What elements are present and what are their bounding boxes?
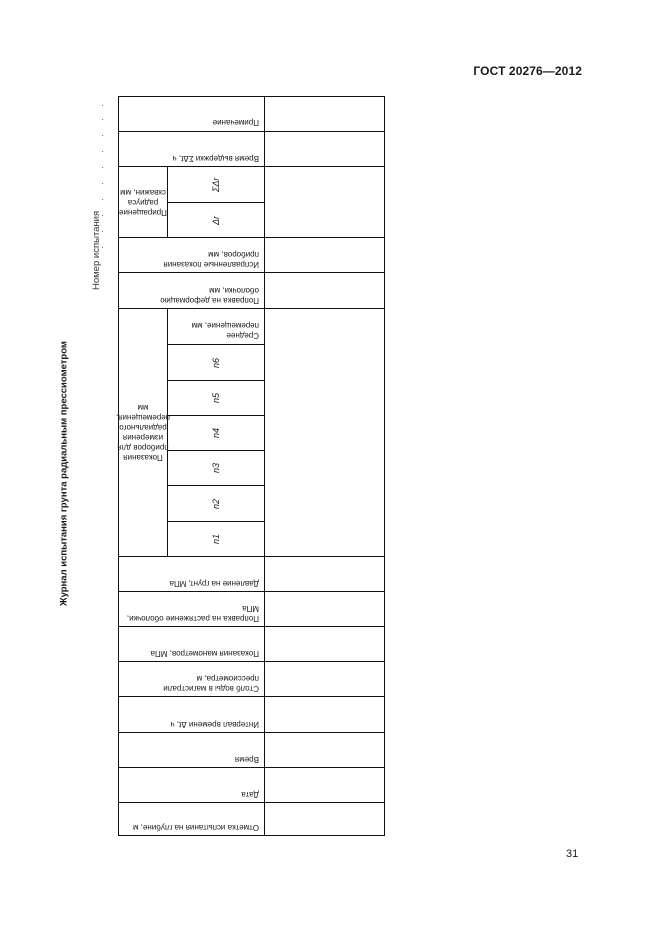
sub-cell-n6 xyxy=(168,344,265,380)
row-test-depth xyxy=(119,802,384,836)
sub-cell-n1 xyxy=(168,521,265,556)
header-label: Поправка на деформацию оболочки, мм xyxy=(160,286,259,305)
sub-cell-average-displacement xyxy=(168,309,265,344)
test-number-fill-line xyxy=(100,95,106,290)
sub-label: n1 xyxy=(211,534,221,545)
header-label: Время xyxy=(234,755,259,764)
standard-header: ГОСТ 20276—2012 xyxy=(473,64,582,78)
header-label: Исправленные показания приборов, мм xyxy=(163,250,259,269)
row-manometer-readings xyxy=(119,626,384,662)
header-cell xyxy=(119,132,265,167)
header-label: Поправка на растяжение оболочки, МПа xyxy=(126,604,259,623)
sub-label: n2 xyxy=(211,498,221,509)
header-label: Столб воды в магистрали прессиометра, м xyxy=(163,674,259,693)
header-label: Отметка испытания на глубине, м xyxy=(132,823,259,832)
row-deformation-correction xyxy=(119,272,384,309)
header-cell xyxy=(119,627,265,662)
row-time-interval xyxy=(119,696,384,733)
sub-cell-sum-dr xyxy=(168,167,265,202)
sub-label: n5 xyxy=(211,393,221,404)
group-header-label: Показания приборов для измерения радиального перемещения, мм xyxy=(115,403,170,463)
header-cell xyxy=(119,697,265,733)
sub-cell-n4 xyxy=(168,415,265,450)
sub-label: n4 xyxy=(211,428,221,439)
page-number: 31 xyxy=(566,848,579,860)
sub-label: Среднее перемещение, мм xyxy=(191,321,259,340)
header-label: Время выдержки ΣΔt, ч xyxy=(172,154,259,163)
header-cell xyxy=(119,768,265,803)
sub-label: ΣΔr xyxy=(211,177,221,192)
row-water-column xyxy=(119,661,384,697)
row-time xyxy=(119,732,384,768)
row-soil-pressure xyxy=(119,556,384,592)
sub-label: Δr xyxy=(211,215,221,225)
header-label: Примечание xyxy=(212,118,259,127)
group-header-label: Приращение радиуса скважин, мм xyxy=(119,188,167,217)
sub-label: n3 xyxy=(211,463,221,474)
header-cell xyxy=(119,557,265,592)
journal-title: Журнал испытания грунта радиальным прессиометром xyxy=(58,341,70,606)
sub-cell-n3 xyxy=(168,450,265,485)
row-radius-increment xyxy=(119,166,384,238)
test-number-label: Номер испытания xyxy=(91,210,102,290)
header-label: Дата xyxy=(241,790,259,799)
header-cell xyxy=(119,803,265,836)
header-cell xyxy=(119,592,265,627)
row-hold-time xyxy=(119,131,384,167)
sub-cell-dr xyxy=(168,202,265,237)
test-journal-table xyxy=(115,96,385,836)
sub-cell-n5 xyxy=(168,380,265,415)
sub-label: n6 xyxy=(211,357,221,368)
header-label: Давление на грунт, МПа xyxy=(169,579,259,588)
header-cell xyxy=(119,273,265,309)
row-radial-readings xyxy=(115,308,384,557)
header-cell xyxy=(119,238,265,273)
header-cell xyxy=(119,662,265,697)
group-header-cell xyxy=(119,167,168,237)
sub-cell-n2 xyxy=(168,485,265,521)
row-corrected-readings xyxy=(119,237,384,273)
row-date xyxy=(119,767,384,803)
header-label: Интервал времени Δt, ч xyxy=(170,720,259,729)
row-stretch-correction xyxy=(119,591,384,627)
row-note xyxy=(119,97,384,131)
header-cell xyxy=(119,97,265,131)
group-header-cell xyxy=(115,309,170,556)
header-cell xyxy=(119,733,265,768)
header-label: Показания манометров, МПа xyxy=(150,649,259,658)
